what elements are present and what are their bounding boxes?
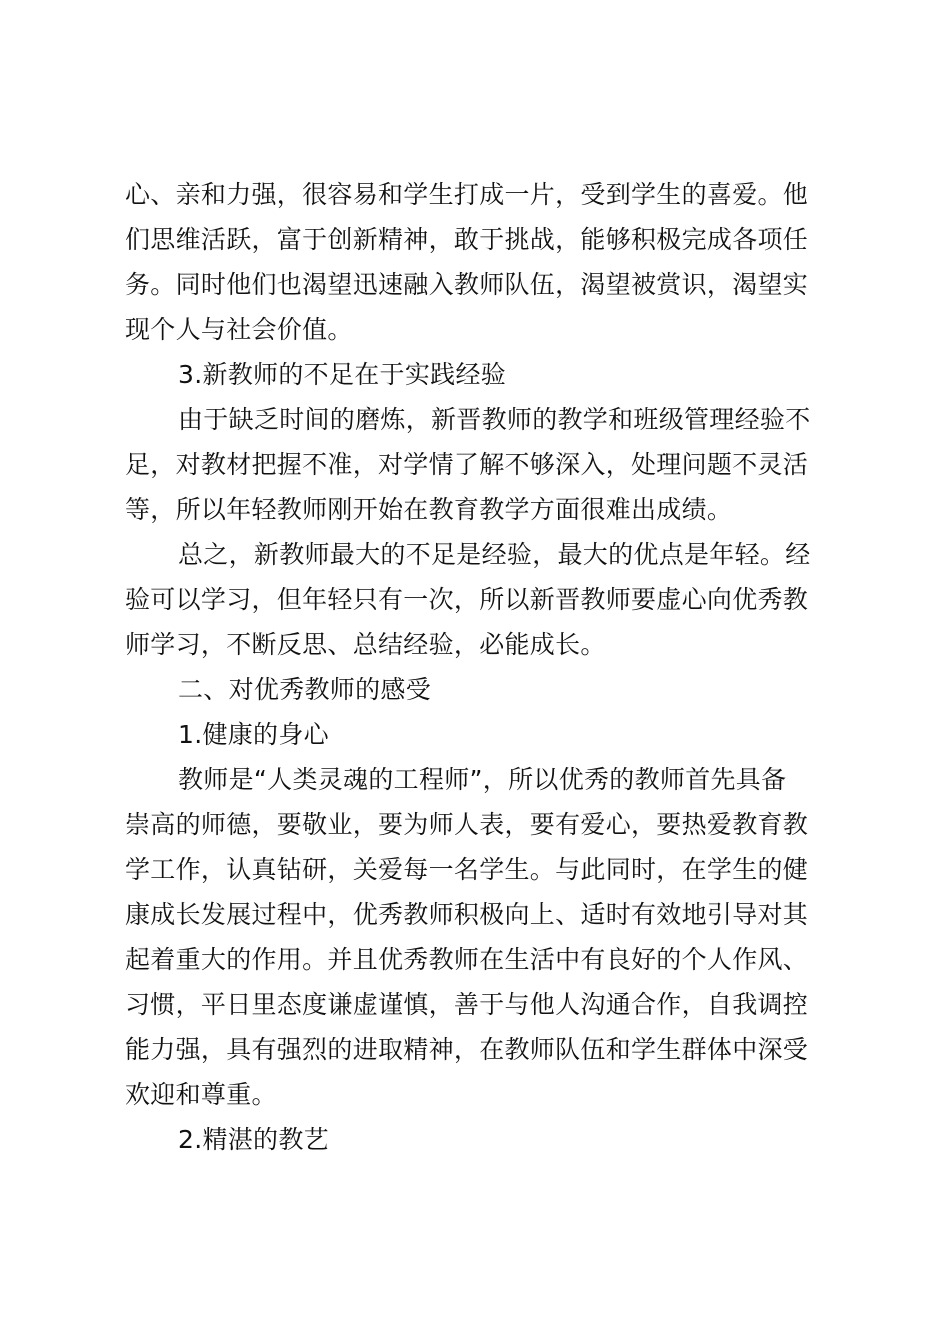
paragraph-line: 欢迎和尊重。: [125, 1080, 277, 1109]
paragraph-line: 心、亲和力强，很容易和学生打成一片，受到学生的喜爱。他: [125, 180, 809, 209]
paragraph-line: 等，所以年轻教师刚开始在教育教学方面很难出成绩。: [125, 495, 733, 524]
paragraph-line: 能力强，具有强烈的进取精神，在教师队伍和学生群体中深受: [125, 1035, 809, 1064]
paragraph-line: 教师是“人类灵魂的工程师”，所以优秀的教师首先具备: [178, 765, 787, 794]
subsection-heading: 1.健康的身心: [178, 720, 329, 749]
paragraph-line: 务。同时他们也渴望迅速融入教师队伍，渴望被赏识，渴望实: [125, 270, 809, 299]
paragraph-line: 崇高的师德，要敬业，要为师人表，要有爱心，要热爱教育教: [125, 810, 809, 839]
section-heading: 二、对优秀教师的感受: [178, 675, 432, 704]
paragraph-line: 学工作，认真钻研，关爱每一名学生。与此同时，在学生的健: [125, 855, 809, 884]
paragraph-line: 习惯，平日里态度谦虚谨慎，善于与他人沟通合作，自我调控: [125, 990, 809, 1019]
paragraph-line: 起着重大的作用。并且优秀教师在生活中有良好的个人作风、: [125, 945, 809, 974]
paragraph-line: 师学习，不断反思、总结经验，必能成长。: [125, 630, 606, 659]
subsection-heading: 2.精湛的教艺: [178, 1125, 329, 1154]
document-body: [125, 172, 835, 1162]
paragraph-line: 现个人与社会价值。: [125, 315, 353, 344]
section-heading: 3.新教师的不足在于实践经验: [178, 360, 507, 389]
paragraph-line: 总之，新教师最大的不足是经验，最大的优点是年轻。经: [178, 540, 811, 569]
paragraph-line: 由于缺乏时间的磨炼，新晋教师的教学和班级管理经验不: [178, 405, 811, 434]
paragraph-line: 们思维活跃，富于创新精神，敢于挑战，能够积极完成各项任: [125, 225, 809, 254]
paragraph-line: 验可以学习，但年轻只有一次，所以新晋教师要虚心向优秀教: [125, 585, 809, 614]
paragraph-line: 足，对教材把握不准，对学情了解不够深入，处理问题不灵活: [125, 450, 809, 479]
paragraph-line: 康成长发展过程中，优秀教师积极向上、适时有效地引导对其: [125, 900, 809, 929]
